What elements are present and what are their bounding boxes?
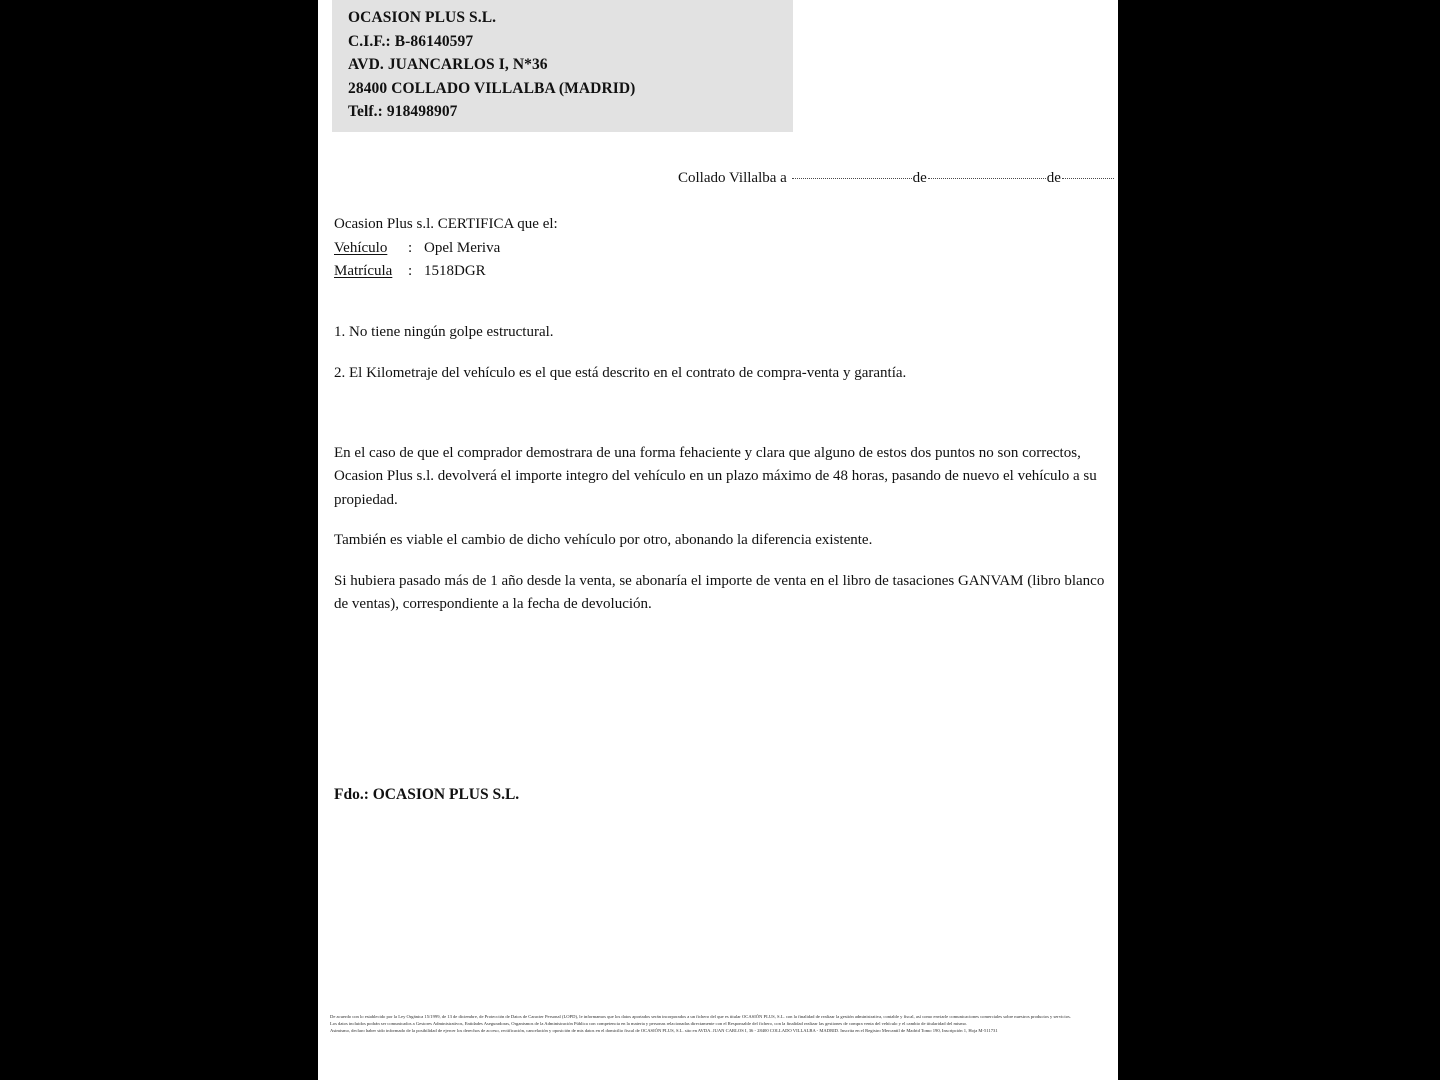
date-day-blank[interactable]	[792, 178, 912, 179]
dateline-prefix: Collado Villalba a	[678, 170, 787, 186]
certified-point-1: 1. No tiene ningún golpe estructural.	[334, 323, 554, 340]
company-name: OCASION PLUS S.L.	[348, 9, 497, 26]
vehicle-value: Opel Meriva	[424, 239, 501, 256]
certified-point-2: 2. El Kilometraje del vehículo es el que está descrito en el contrato de compra-venta y garantía.	[334, 364, 907, 381]
company-cif: C.I.F.: B-86140597	[348, 32, 474, 50]
lopd-paragraph-3: Asimismo, declaro haber sido informado de la posibilidad de ejercer los derechos de acceso, rectificación, cancelación y oposición de mis datos en el domicilio fiscal de OCASIÓN PLUS, S.L. sito en AVDA. JUAN CARLOS I, 36 - 28400 COLLADO VILLALBA - MADRID. Inscrita en el Registro Mercantil de Madrid Tomo 190, Inscripción 1, Hoja M-511731	[330, 1028, 998, 1033]
lopd-paragraph-2: Los datos incluidos podrán ser comunicados a Gestores Administrativos, Entidades Aseguradoras, Organismos de la Administración Pública con competencia en la materia y personas relacionadas directamente con el Responsable del fichero, con la finalidad realizar las gestiones de compra venta del vehículo y el cambio de titularidad del mismo.	[330, 1021, 968, 1026]
vehicle-row	[334, 237, 1106, 261]
date-year-blank[interactable]	[1062, 178, 1114, 179]
lopd-footer	[330, 1014, 1112, 1035]
plate-label: Matrícula	[334, 263, 393, 279]
plate-row	[334, 260, 1106, 284]
vehicle-label: Vehículo	[334, 239, 388, 256]
ganvam-paragraph: Si hubiera pasado más de 1 año desde la venta, se abonaría el importe de venta en el libro de tasaciones GANVAM (libro blanco de ventas), correspondiente a la fecha de devolución.	[334, 572, 1105, 612]
lopd-paragraph-1: De acuerdo con lo establecido por la Ley Orgánica 15/1999, de 13 de diciembre, de Protección de Datos de Caracter Personal (LOPD), le informamos que los datos aportados serán incorporados a un fichero del que es titular OCASIÓN PLUS, S.L. con la finalidad de realizar la gestión administrativa, contable y fiscal, así como enviarle comunicaciones comerciales sobre nuestros productos y servicios.	[330, 1014, 1071, 1019]
exchange-paragraph: También es viable el cambio de dicho vehículo por otro, abonando la diferencia existente.	[334, 532, 873, 548]
dateline-separator-1: de	[912, 170, 927, 186]
vehicle-separator: :	[408, 239, 413, 256]
certification-intro: Ocasion Plus s.l. CERTIFICA que el:	[334, 216, 558, 232]
plate-separator: :	[408, 263, 413, 279]
dateline-separator-2: de	[1046, 170, 1061, 186]
signature-line: Fdo.: OCASION PLUS S.L.	[334, 786, 520, 803]
refund-paragraph: En el caso de que el comprador demostrara de una forma fehaciente y clara que alguno de estos dos puntos no son correctos, Ocasion Plus s.l. devolverá el importe integro del vehículo en un plazo máximo de 48 horas, pasando de nuevo el vehículo a su propiedad.	[334, 444, 1097, 508]
page-content	[318, 0, 1118, 1080]
company-letterhead	[332, 0, 793, 132]
document-body	[334, 213, 1106, 617]
company-city: 28400 COLLADO VILLALBA (MADRID)	[348, 79, 636, 97]
plate-value: 1518DGR	[424, 263, 486, 279]
date-month-blank[interactable]	[928, 178, 1046, 179]
company-phone: Telf.: 918498907	[348, 103, 458, 120]
dateline	[678, 170, 1115, 187]
company-street: AVD. JUANCARLOS I, N*36	[348, 56, 548, 73]
document-page	[318, 0, 1118, 1080]
